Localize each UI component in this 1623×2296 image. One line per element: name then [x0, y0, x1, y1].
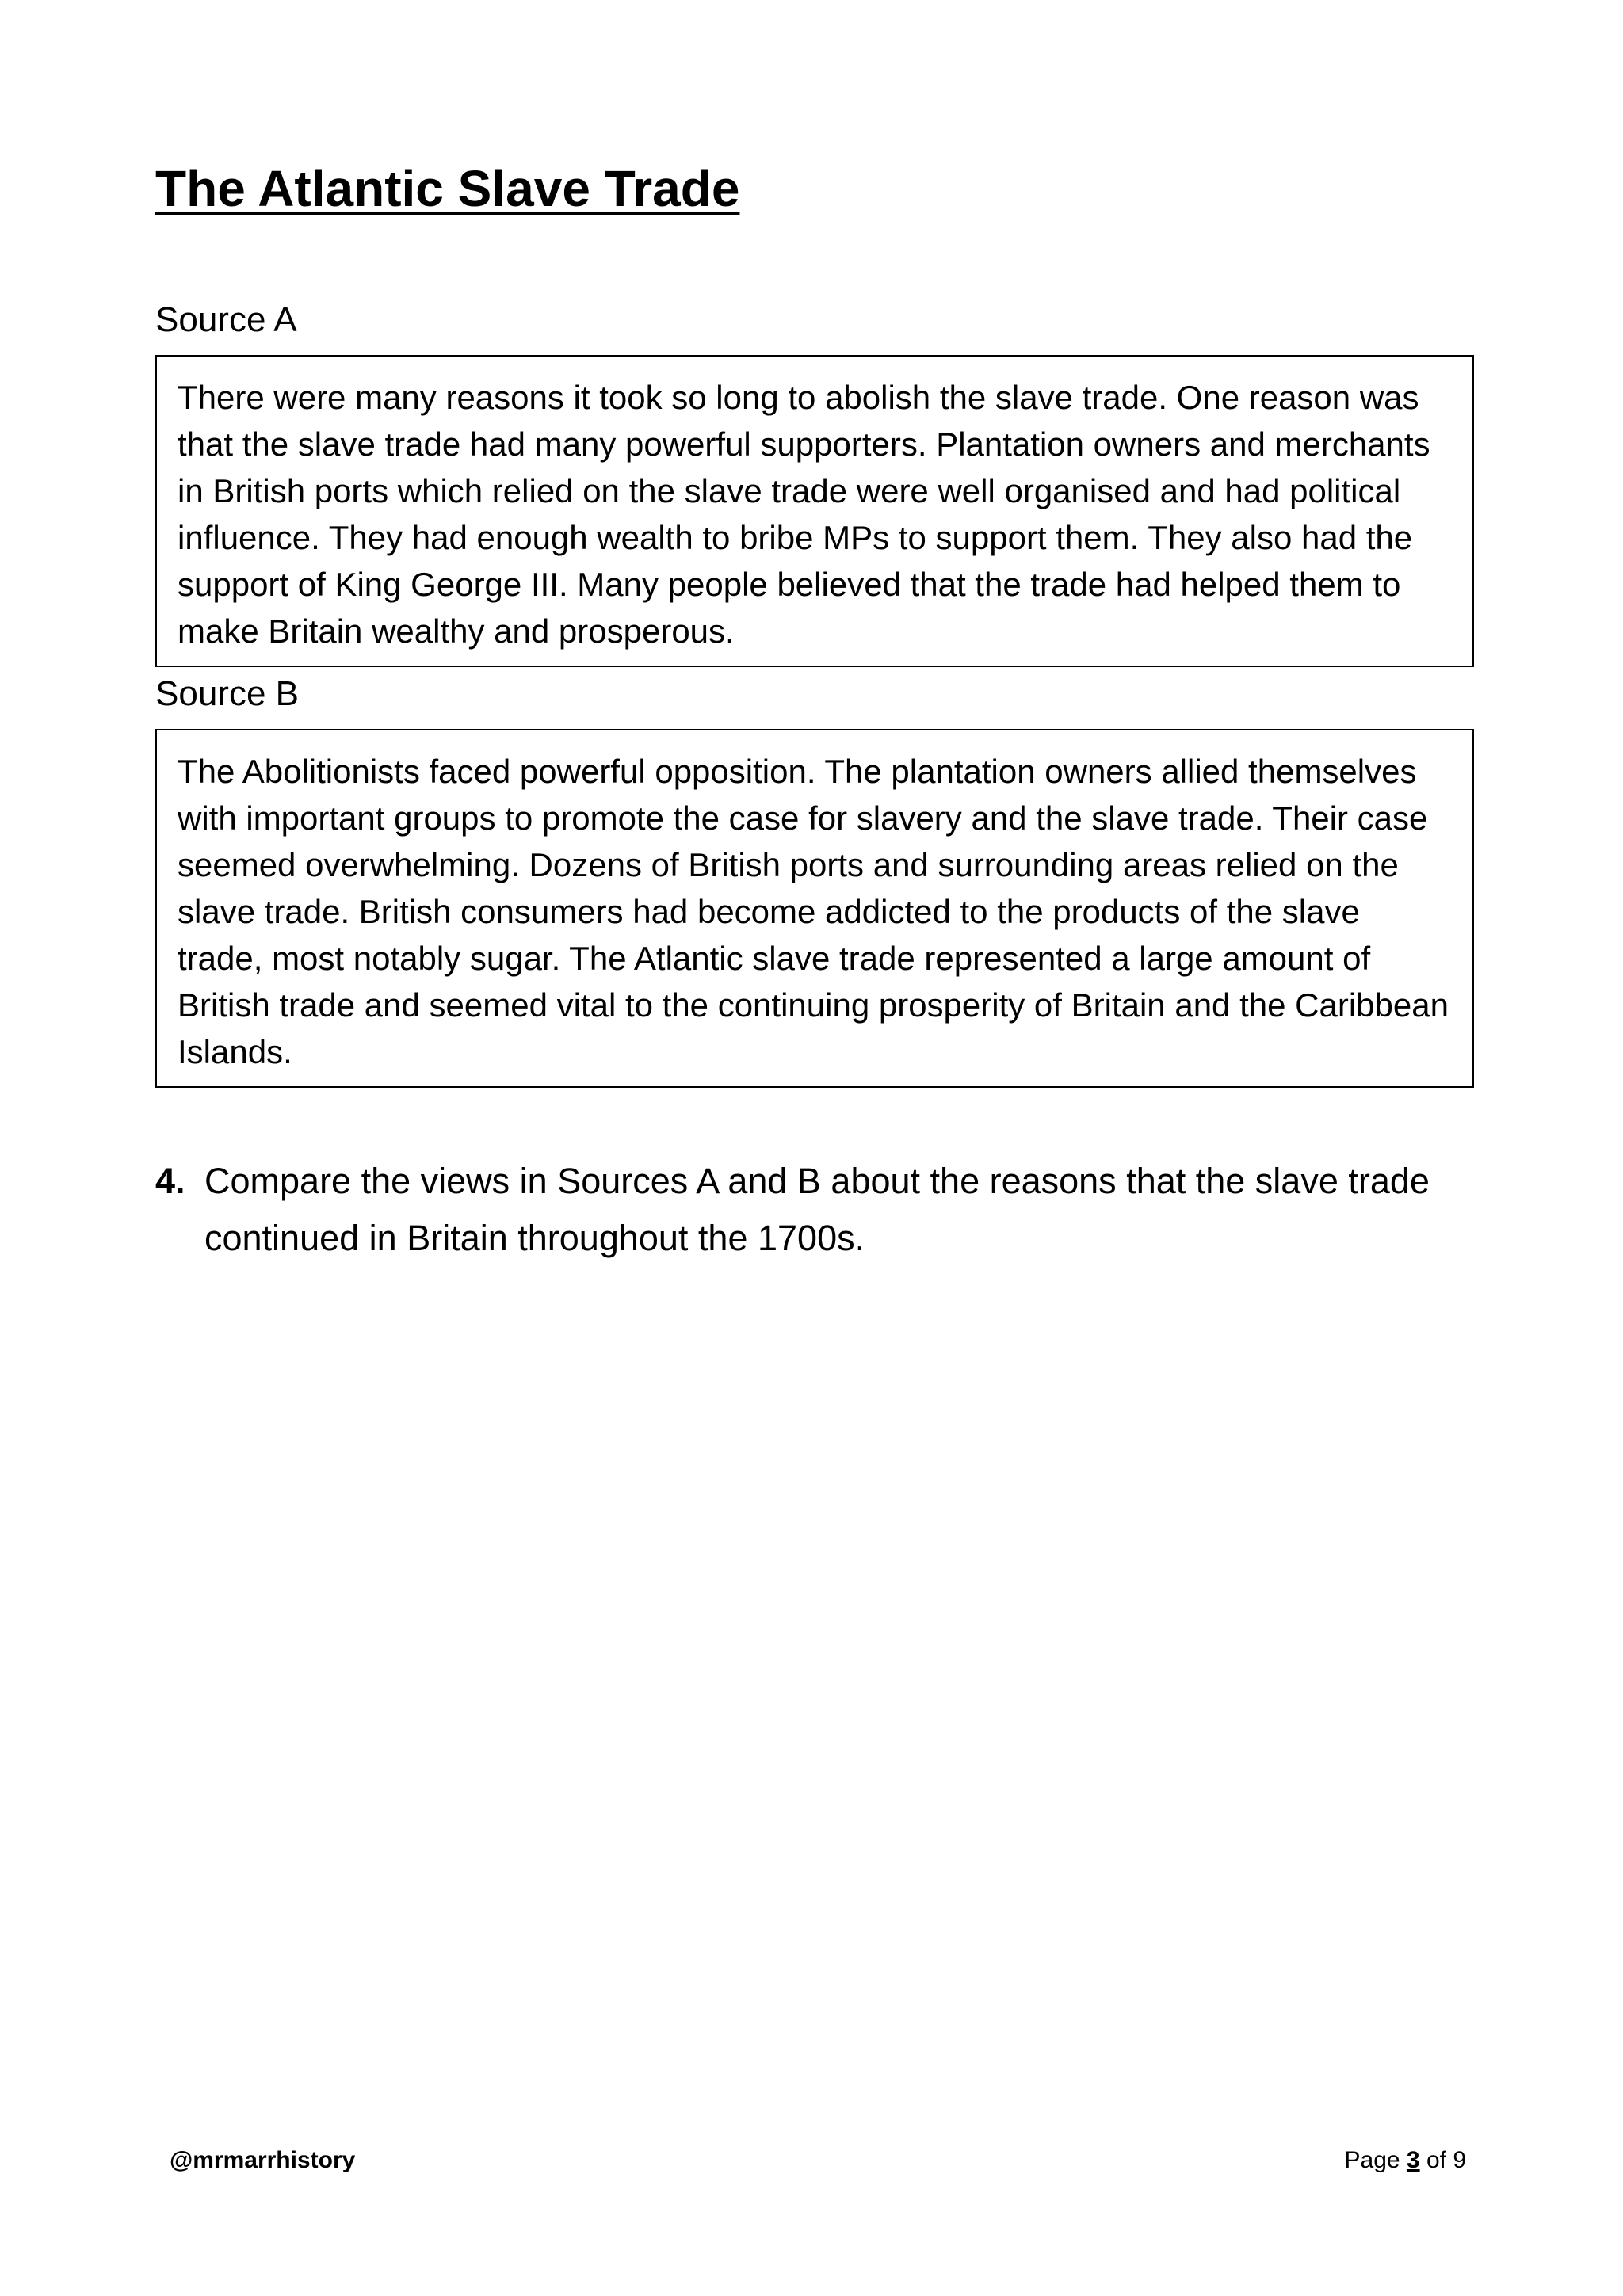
source-a-label: Source A [155, 300, 297, 339]
page-title: The Atlantic Slave Trade [155, 160, 740, 217]
current-page-number: 3 [1406, 2147, 1420, 2173]
question-text: Compare the views in Sources A and B about the reasons that the slave trade continued in Britain throughout the 1700s. [204, 1161, 1430, 1258]
source-b-text: The Abolitionists faced powerful opposition. The plantation owners allied themselves with important groups to promote the case for slavery and the slave trade. Their case seemed overwhelming. Dozens of British ports and surrounding areas relied on the slave trade. British consumers had become addicted to the products of the slave trade, most notably sugar. The Atlantic slave trade represented a large amount of British trade and seemed vital to the continuing prosperity of Britain and the Caribbean Islands. [178, 753, 1449, 1070]
footer-page-indicator [1345, 2147, 1466, 2174]
source-a-box [155, 355, 1474, 667]
question-number: 4. [155, 1161, 185, 1201]
footer-handle: @mrmarrhistory [170, 2147, 356, 2173]
source-a-text: There were many reasons it took so long to abolish the slave trade. One reason was that the slave trade had many powerful supporters. Plantation owners and merchants in British ports which relied on the slave trade were well organised and had political influence. They had enough wealth to bribe MPs to support them. They also had the support of King George III. Many people believed that the trade had helped them to make Britain wealthy and prosperous. [178, 379, 1430, 650]
page-separator: of [1419, 2147, 1453, 2173]
total-page-count: 9 [1453, 2147, 1466, 2173]
question-4 [155, 1153, 1503, 1267]
page-prefix: Page [1344, 2147, 1407, 2173]
source-b-box [155, 729, 1474, 1088]
source-b-label: Source B [155, 674, 299, 713]
